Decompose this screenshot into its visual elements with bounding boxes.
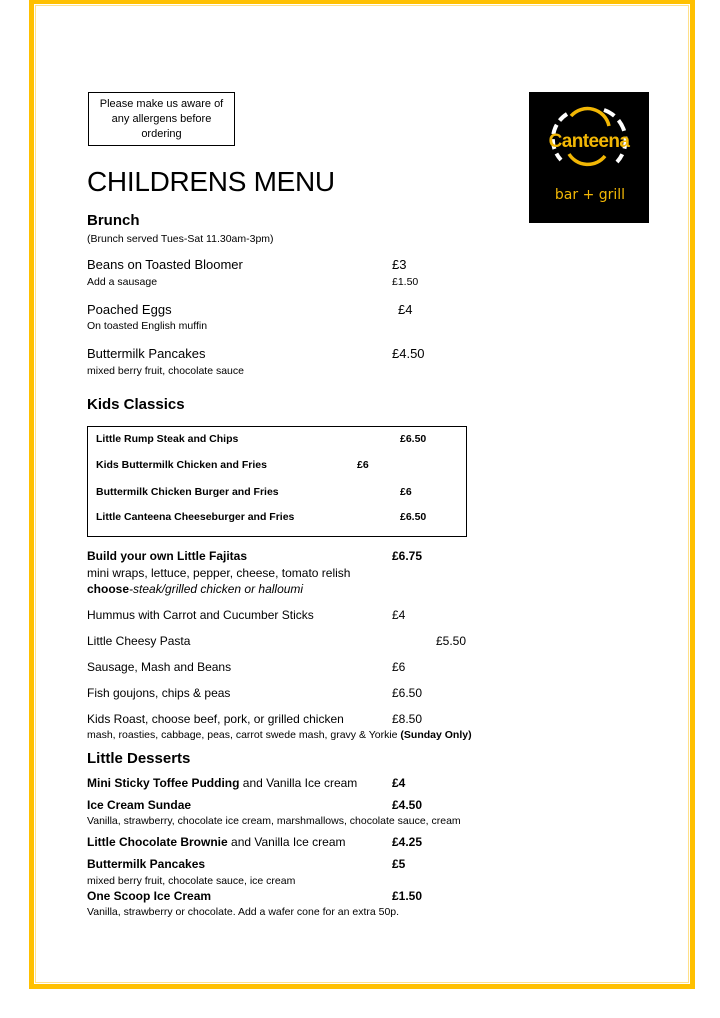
item-price: £6 — [392, 660, 406, 674]
dessert-name: Ice Cream Sundae — [87, 798, 192, 812]
item-name: Hummus with Carrot and Cucumber Sticks — [87, 608, 314, 622]
item-name: Poached Eggs — [87, 302, 172, 317]
logo-ring-icon — [529, 92, 649, 223]
choose-label: choose — [87, 582, 130, 596]
dessert-name-rest: and Vanilla Ice cream — [239, 776, 358, 790]
classic-item-name: Kids Buttermilk Chicken and Fries — [96, 459, 267, 471]
item-name: Little Cheesy Pasta — [87, 634, 191, 648]
dessert-name — [87, 835, 346, 849]
dessert-price: £4 — [392, 776, 406, 790]
allergen-line: any allergens before — [111, 113, 212, 125]
dessert-name: One Scoop Ice Cream — [87, 889, 212, 903]
dessert-name-bold: Little Chocolate Brownie — [87, 835, 228, 849]
item-name: Fish goujons, chips & peas — [87, 686, 231, 700]
choose-options: -steak/grilled chicken or halloumi — [129, 582, 304, 596]
item-name: Beans on Toasted Bloomer — [87, 257, 243, 272]
classic-item-name: Little Rump Steak and Chips — [96, 433, 239, 445]
item-price: £5.50 — [436, 634, 467, 648]
section-heading-kids-classics: Kids Classics — [87, 396, 185, 413]
item-name: Kids Roast, choose beef, pork, or grilled chicken — [87, 712, 344, 726]
classic-item-price: £6 — [400, 486, 412, 498]
roast-desc: mash, roasties, cabbage, peas, carrot swede mash, gravy & Yorkie — [87, 729, 401, 741]
item-extra: Add a sausage — [87, 276, 158, 288]
item-price: £4 — [398, 302, 413, 317]
item-name: Buttermilk Pancakes — [87, 346, 206, 361]
item-choose — [87, 582, 303, 596]
roast-note: (Sunday Only) — [400, 729, 472, 741]
allergen-line: ordering — [141, 128, 182, 140]
canteena-logo — [529, 92, 649, 223]
item-price: £4 — [392, 608, 406, 622]
allergen-line: Please make us aware of — [99, 98, 224, 110]
brunch-note: (Brunch served Tues-Sat 11.30am-3pm) — [87, 233, 274, 245]
classic-item-name: Little Canteena Cheeseburger and Fries — [96, 511, 295, 523]
dessert-name — [87, 776, 357, 790]
item-desc: On toasted English muffin — [87, 320, 208, 332]
item-desc: mixed berry fruit, chocolate sauce — [87, 365, 244, 377]
dessert-name-rest: and Vanilla Ice cream — [227, 835, 346, 849]
dessert-desc: mixed berry fruit, chocolate sauce, ice cream — [87, 875, 296, 887]
dessert-price: £4.50 — [392, 798, 423, 812]
dessert-desc: Vanilla, strawberry, chocolate ice cream, marshmallows, chocolate sauce, cream — [87, 815, 461, 827]
item-price: £4.50 — [392, 346, 425, 361]
dessert-name: Buttermilk Pancakes — [87, 857, 206, 871]
page-title: CHILDRENS MENU — [87, 166, 335, 197]
item-desc: mini wraps, lettuce, pepper, cheese, tomato relish — [87, 566, 351, 580]
section-heading-brunch: Brunch — [87, 212, 140, 229]
section-heading-desserts: Little Desserts — [87, 750, 191, 767]
classic-item-name: Buttermilk Chicken Burger and Fries — [96, 486, 279, 498]
dessert-price: £1.50 — [392, 889, 423, 903]
classic-item-price: £6 — [357, 459, 369, 471]
classic-item-price: £6.50 — [400, 433, 427, 445]
classic-item-price: £6.50 — [400, 511, 427, 523]
dessert-price: £4.25 — [392, 835, 423, 849]
item-desc — [87, 729, 472, 741]
svg-text:Canteena: Canteena — [548, 131, 630, 152]
item-extra-price: £1.50 — [392, 276, 419, 288]
item-price: £8.50 — [392, 712, 423, 726]
item-name: Build your own Little Fajitas — [87, 549, 248, 563]
item-price: £6.50 — [392, 686, 423, 700]
dessert-name-bold: Mini Sticky Toffee Pudding — [87, 776, 240, 790]
item-price: £3 — [392, 257, 407, 272]
dessert-price: £5 — [392, 857, 406, 871]
item-name: Sausage, Mash and Beans — [87, 660, 232, 674]
item-price: £6.75 — [392, 549, 423, 563]
svg-text:bar + grill: bar + grill — [554, 187, 626, 203]
dessert-desc: Vanilla, strawberry or chocolate. Add a wafer cone for an extra 50p. — [87, 906, 400, 918]
allergen-notice — [88, 92, 235, 146]
